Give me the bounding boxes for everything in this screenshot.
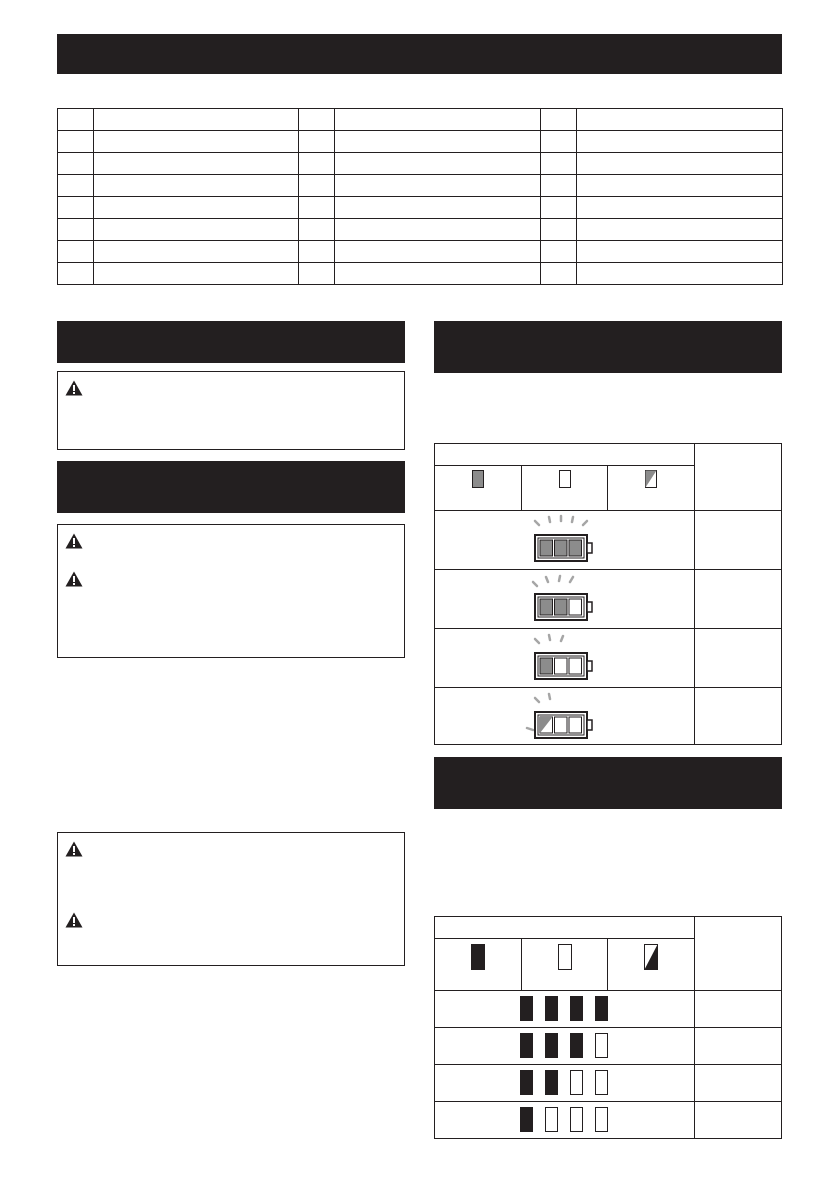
- part-name-cell: [94, 153, 299, 175]
- battery-lamp-lit-icon: [472, 470, 484, 488]
- warning-box-1: [57, 371, 405, 450]
- part-number-cell: [541, 241, 577, 263]
- warning-triangle-icon: [65, 571, 83, 587]
- lamp-off: [570, 1107, 583, 1132]
- section-heading-bar-left-1: [57, 321, 405, 363]
- part-name-cell: [335, 131, 541, 153]
- part-number-cell: [299, 241, 335, 263]
- part-name-cell: [335, 109, 541, 131]
- warning-box-2: [57, 524, 405, 658]
- part-name-cell: [335, 197, 541, 219]
- part-name-cell: [577, 241, 783, 263]
- part-name-cell: [335, 241, 541, 263]
- section-heading-bar-right-2: [434, 757, 782, 809]
- battery-indicator-icon: [525, 572, 605, 624]
- lamp-lit: [520, 1107, 533, 1132]
- part-number-cell: [58, 109, 94, 131]
- part-name-cell: [335, 263, 541, 285]
- part-number-cell: [58, 197, 94, 219]
- part-name-cell: [94, 131, 299, 153]
- part-number-cell: [541, 263, 577, 285]
- lamp-lit: [520, 996, 533, 1021]
- part-name-cell: [94, 197, 299, 219]
- part-number-cell: [299, 263, 335, 285]
- part-name-cell: [577, 131, 783, 153]
- lamp-off: [595, 1033, 608, 1058]
- part-number-cell: [58, 219, 94, 241]
- lamp-lit: [545, 1070, 558, 1095]
- part-number-cell: [541, 109, 577, 131]
- part-number-cell: [299, 131, 335, 153]
- parts-table-row: [58, 109, 783, 131]
- part-number-cell: [541, 153, 577, 175]
- part-number-cell: [58, 241, 94, 263]
- tool-capacity-table: [434, 916, 782, 1139]
- part-number-cell: [58, 131, 94, 153]
- part-name-cell: [577, 175, 783, 197]
- battery-lamp-off-icon: [559, 470, 571, 488]
- part-name-cell: [335, 153, 541, 175]
- lamp-lit-icon: [471, 944, 485, 970]
- warning-triangle-icon: [65, 841, 83, 857]
- part-number-cell: [541, 175, 577, 197]
- part-number-cell: [58, 263, 94, 285]
- parts-table-row: [58, 153, 783, 175]
- section-heading-bar-left-2: [57, 461, 405, 513]
- part-name-cell: [577, 263, 783, 285]
- lamp-off: [545, 1107, 558, 1132]
- battery-capacity-table: [434, 443, 782, 745]
- lamp-lit: [520, 1033, 533, 1058]
- parts-table-row: [58, 219, 783, 241]
- warning-triangle-icon: [65, 533, 83, 549]
- parts-table-row: [58, 197, 783, 219]
- lamp-lit: [520, 1070, 533, 1095]
- part-name-cell: [94, 241, 299, 263]
- section-heading-bar-right-1: [434, 321, 782, 373]
- lamp-lit: [545, 1033, 558, 1058]
- part-name-cell: [577, 219, 783, 241]
- part-number-cell: [541, 197, 577, 219]
- section-heading-bar-top: [57, 34, 782, 74]
- warning-box-3: [57, 832, 405, 966]
- part-name-cell: [335, 219, 541, 241]
- part-number-cell: [299, 153, 335, 175]
- part-number-cell: [58, 175, 94, 197]
- part-name-cell: [577, 153, 783, 175]
- warning-triangle-icon: [65, 912, 83, 928]
- part-name-cell: [94, 109, 299, 131]
- part-number-cell: [299, 175, 335, 197]
- part-number-cell: [541, 131, 577, 153]
- warning-triangle-icon: [65, 380, 83, 396]
- part-number-cell: [299, 197, 335, 219]
- part-name-cell: [94, 263, 299, 285]
- battery-lamp-blinking-icon: [645, 470, 657, 488]
- part-number-cell: [58, 153, 94, 175]
- part-name-cell: [335, 175, 541, 197]
- battery-indicator-icon: [525, 631, 605, 683]
- lamp-lit: [595, 996, 608, 1021]
- lamp-lit: [570, 1033, 583, 1058]
- part-name-cell: [94, 219, 299, 241]
- parts-table-row: [58, 131, 783, 153]
- part-number-cell: [299, 109, 335, 131]
- part-number-cell: [299, 219, 335, 241]
- battery-indicator-icon: [525, 513, 605, 565]
- parts-list-table: [57, 108, 783, 285]
- lamp-off: [595, 1107, 608, 1132]
- parts-table-row: [58, 263, 783, 285]
- lamp-off: [570, 1070, 583, 1095]
- parts-table-row: [58, 175, 783, 197]
- part-name-cell: [577, 197, 783, 219]
- parts-table-row: [58, 241, 783, 263]
- lamp-lit: [570, 996, 583, 1021]
- lamp-off: [595, 1070, 608, 1095]
- part-name-cell: [94, 175, 299, 197]
- part-name-cell: [577, 109, 783, 131]
- lamp-off-icon: [558, 944, 572, 970]
- lamp-blinking-icon: [644, 944, 658, 970]
- part-number-cell: [541, 219, 577, 241]
- battery-indicator-icon: [525, 690, 605, 742]
- lamp-lit: [545, 996, 558, 1021]
